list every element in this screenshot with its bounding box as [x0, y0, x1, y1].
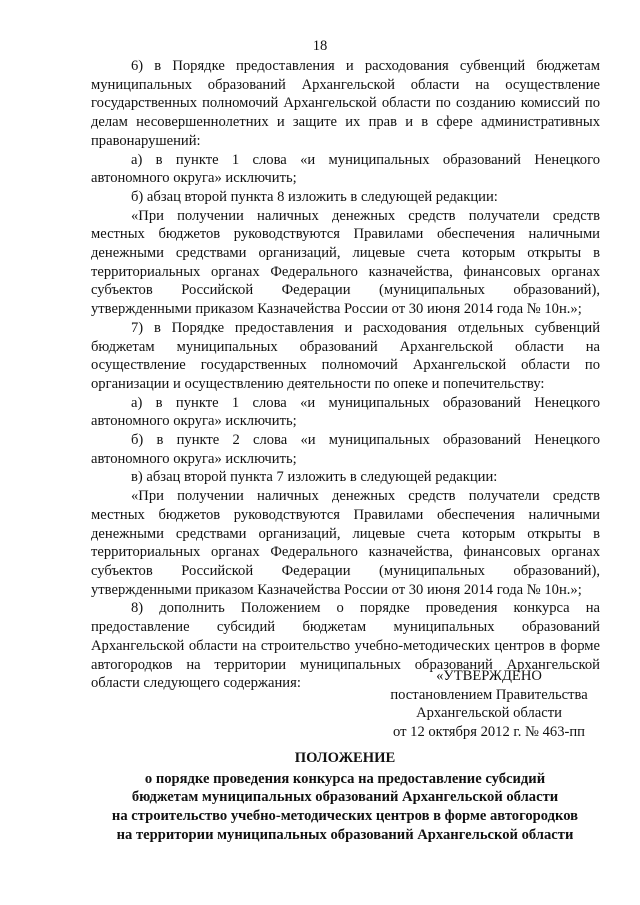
- page-number: 18: [312, 38, 328, 54]
- paragraph-item-6a: а) в пункте 1 слова «и муниципальных образований Ненецкого автономного округа» исключить;: [91, 151, 600, 187]
- paragraph-item-7c: в) абзац второй пункта 7 изложить в следующей редакции:: [131, 469, 498, 486]
- regulation-heading: [60, 749, 630, 845]
- heading-title: ПОЛОЖЕНИЕ: [294, 750, 396, 766]
- approval-line: «УТВЕРЖДЕНО: [436, 668, 542, 684]
- paragraph-item-7: 7) в Порядке предоставления и расходования отдельных субвенций бюджетам муниципальных образований Архангельской области на осуществление государственных полномочий Архангельской области по организации и осуществлению деятельности по опеке и попечительству:: [91, 319, 600, 392]
- heading-line: бюджетам муниципальных образований Архангельской области: [131, 789, 559, 806]
- quoted-paragraph: «При получении наличных денежных средств получатели средств местных бюджетов руководствуются Правилами обеспечения наличными денежными средствами организаций, лицевые счета которым открыты в территориальных органах Федерального казначейства, финансовых органах субъектов Российской Федерации (муниципальных образований), утвержденными приказом Казначейства России от 30 июня 2014 года № 10н.»;: [91, 207, 600, 318]
- paragraph-item-7a: а) в пункте 1 слова «и муниципальных образований Ненецкого автономного округа» исключить;: [91, 394, 600, 430]
- heading-line: о порядке проведения конкурса на предоставление субсидий: [144, 770, 546, 787]
- approval-line: Архангельской области: [416, 705, 562, 722]
- heading-line: на строительство учебно-методических центров в форме автогородков: [111, 808, 579, 825]
- document-body: [91, 57, 600, 693]
- paragraph-item-7b: б) в пункте 2 слова «и муниципальных образований Ненецкого автономного округа» исключить;: [91, 432, 600, 467]
- paragraph-item-6b: б) абзац второй пункта 8 изложить в следующей редакции:: [131, 188, 498, 205]
- approval-stamp: [364, 667, 614, 742]
- paragraph-item-8: 8) дополнить Положением о порядке проведения конкурса на предоставление субсидий бюджетам муниципальных образований Архангельской области на строительство учебно-методических центров в форме автогородков на территории муниципальных образований Архангельской области следующего содержания:: [91, 600, 600, 692]
- paragraph-item-6: 6) в Порядке предоставления и расходования субвенций бюджетам муниципальных образований Архангельской области на осуществление государственных полномочий Архангельской области по созданию комиссий по делам несовершеннолетних и защите их прав и в сфере административных правонарушений:: [91, 58, 600, 149]
- approval-line: постановлением Правительства: [390, 686, 588, 703]
- heading-line: на территории муниципальных образований Архангельской области: [116, 826, 574, 843]
- approval-line: от 12 октября 2012 г. № 463-пп: [393, 724, 585, 741]
- quoted-paragraph: «При получении наличных денежных средств получатели средств местных бюджетов руководствуются Правилами обеспечения наличными денежными средствами организаций, лицевые счета которым открыты в территориальных органах Федерального казначейства, финансовых органах субъектов Российской Федерации (муниципальных образований), утвержденными приказом Казначейства России от 30 июня 2014 года № 10н.»;: [91, 488, 600, 598]
